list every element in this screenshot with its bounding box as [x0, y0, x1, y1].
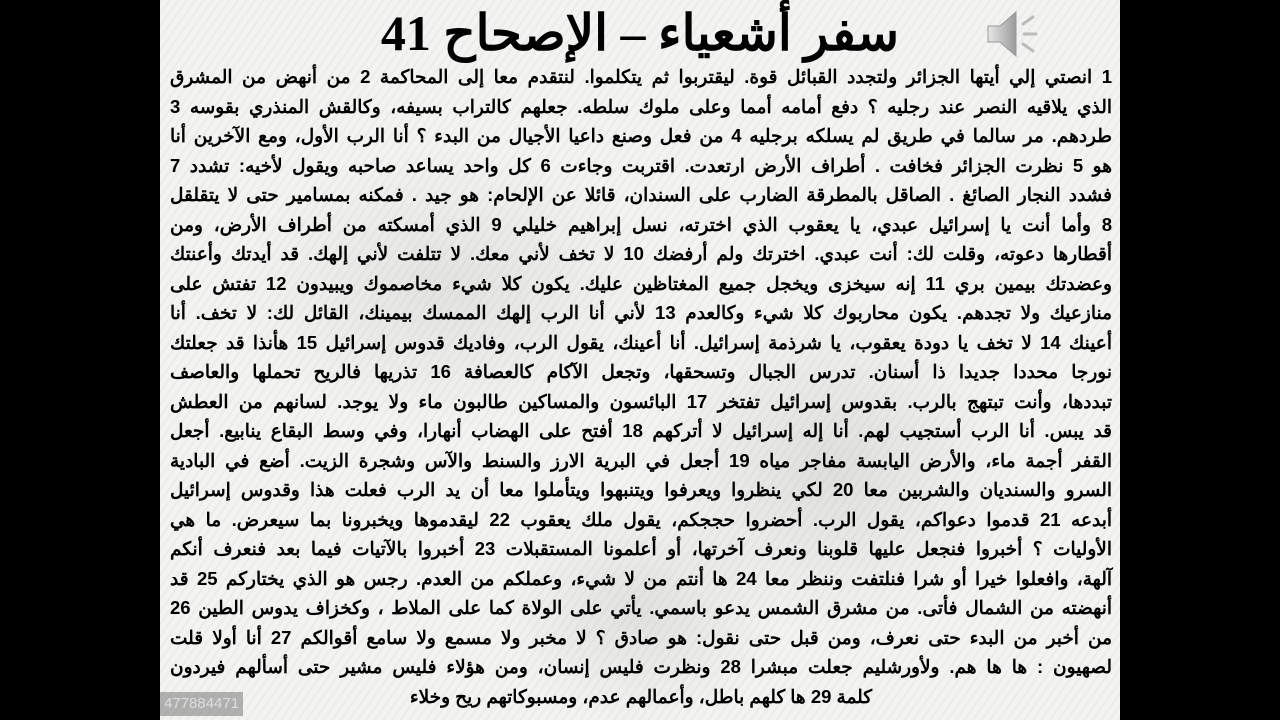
slide-title: سفر أشعياء – الإصحاح 41: [380, 5, 900, 61]
text-line: أقطارها دعوته، وقلت لك: أنت عبدي. اخترتك ولم أرفضك 10 لا تخف لأني معك. لا تتلفت لأني إلهك. قد أيدتك وأعنتك: [170, 243, 1112, 264]
text-line: السرو والسنديان والشربين معا 20 لكي ينظروا ويعرفوا ويتنبهوا ويتأملوا معا أن يد الرب فعلت هذا وقدوس إسرائيل: [170, 479, 1112, 500]
text-line: آلهة، وافعلوا خيرا أو شرا فنلتفت وننظر معا 24 ها أنتم من لا شيء، وعملكم من العدم. رجس هو الذي يختاركم 25 قد: [170, 567, 1112, 589]
slide: [160, 0, 1120, 720]
text-line: نورجا محددا جديدا ذا أسنان. تدرس الجبال وتسحقها، وتجعل الآكام كالعصافة 16 تذريها فالريح تحملها والعاصف: [170, 361, 1113, 382]
text-line: تبددها، وأنت تبتهج بالرب. بقدوس إسرائيل تفتخر 17 البائسون والمساكين طالبون ماء ولا يوجد. لسانهم من العطش: [170, 390, 1112, 412]
text-line: كلمة 29 ها كلهم باطل، وأعمالهم عدم، ومسبوكاتهم ريح وخلاء: [409, 685, 873, 707]
text-line: أنهضته من الشمال فأتى. من مشرق الشمس يدعو باسمي. يأتي على الولاة كما على الملاط ، وكخزاف يدوس الطين 26: [170, 597, 1112, 618]
watermark: 477884471: [160, 692, 243, 716]
text-line: قد يبس. أنا الرب أستجيب لهم. أنا إله إسرائيل لا أتركهم 18 أفتح على الهضاب أنهارا، وفي وسط البقاع ينابيع. أجعل: [170, 420, 1113, 441]
text-line: القفر أجمة ماء، والأرض اليابسة مفاجر مياه 19 أجعل في البرية الارز والسنط والآس وشجرة الزيت. أضع في البادية: [170, 449, 1112, 471]
text-line: أعينك 14 لا تخف يا دودة يعقوب، يا شرذمة إسرائيل. أنا أعينك، يقول الرب، وفاديك قدوس إسرائيل 15 هأنذا قد جعلتك: [170, 331, 1112, 353]
text-line: لصهيون : ها ها هم. ولأورشليم جعلت مبشرا 28 ونظرت فليس إنسان، ومن هؤلاء فليس مشير حتى أسألهم فيردون: [170, 656, 1112, 677]
speaker-icon[interactable]: [984, 8, 1048, 60]
text-line: الذي يلاقيه النصر عند رجليه ؟ دفع أمامه أمما وعلى ملوك سلطه. جعلهم كالتراب بسيفه، وكالقش المنذري بقوسه 3: [170, 95, 1112, 117]
text-line: الأوليات ؟ أخبروا فنجعل عليها قلوبنا ونعرف آخرتها، أو أعلمونا المستقبلات 23 أخبروا بالآتيات فيما بعد فنعرف أنكم: [170, 538, 1112, 559]
text-line: منازعيك ولا تجدهم. يكون محاربوك كلا شيء وكالعدم 13 لأني أنا الرب إلهك الممسك بيمينك، القائل لك: لا تخف. أنا: [170, 302, 1112, 323]
text-line: وعضدتك بيمين بري 11 إنه سيخزى ويخجل جميع المغتاظين عليك. يكون كلا شيء مخاصموك ويبيدون 12 تفتش على: [170, 272, 1112, 294]
text-line: هو 5 نظرت الجزائر فخافت . أطراف الأرض ارتعدت. اقتربت وجاءت 6 كل واحد يساعد صاحبه ويقول لأخيه: تشدد 7: [170, 154, 1112, 176]
text-line: طردهم. مر سالما في طريق لم يسلكه برجليه 4 من فعل وصنع داعيا الأجيال من البدء ؟ أنا الرب الأول، ومع الآخرين أنا: [170, 125, 1112, 146]
text-line: 8 وأما أنت يا إسرائيل عبدي، يا يعقوب الذي اخترته، نسل إبراهيم خليلي 9 الذي أمسكته من أطراف الأرض، ومن: [170, 213, 1112, 235]
text-line: 1 انصتي إلي أيتها الجزائر ولتجدد القبائل قوة. ليقتربوا ثم يتكلموا. لنتقدم معا إلى المحاكمة 2 من أنهض من المشرق: [170, 66, 1113, 87]
text-line: من أخبر من البدء حتى نعرف، ومن قبل حتى نقول: هو صادق ؟ لا مخبر ولا مسمع ولا سامع أقوالكم 27 أنا أولا قلت: [170, 626, 1112, 648]
verse-text: [170, 62, 1112, 711]
text-line: فشدد النجار الصائغ . الصاقل بالمطرقة الضارب على السندان، قائلا عن الإلحام: هو جيد . فمكنه بمسامير حتى لا يتقلقل: [170, 184, 1112, 205]
text-line: أبدعه 21 قدموا دعواكم، يقول الرب. أحضروا حججكم، يقول ملك يعقوب 22 ليقدموها ويخبرونا بما سيعرض. ما هي: [170, 508, 1112, 530]
